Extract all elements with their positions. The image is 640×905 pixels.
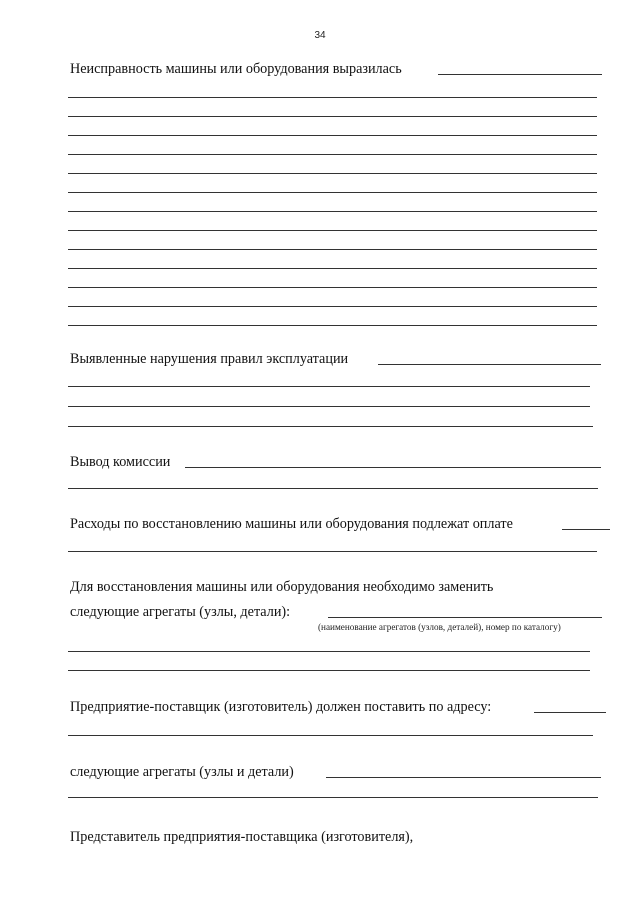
violations-line-1[interactable] — [68, 386, 590, 387]
supplier-representative-label: Представитель предприятия-поставщика (изготовителя), — [70, 829, 414, 845]
supplier-delivery-field[interactable] — [534, 712, 606, 713]
malfunction-line-13[interactable] — [68, 325, 597, 326]
delivery-parts-field[interactable] — [326, 777, 601, 778]
replacement-parts-field[interactable] — [328, 617, 602, 618]
replacement-intro-label: Для восстановления машины или оборудования необходимо заменить — [70, 579, 494, 595]
violations-field[interactable] — [378, 364, 601, 365]
replacement-parts-caption: (наименование агрегатов (узлов, деталей), номер по каталогу) — [318, 622, 561, 632]
delivery-parts-label: следующие агрегаты (узлы и детали) — [70, 764, 294, 780]
malfunction-line-3[interactable] — [68, 135, 597, 136]
delivery-parts-line-1[interactable] — [68, 797, 598, 798]
malfunction-label: Неисправность машины или оборудования выразилась — [70, 61, 402, 77]
malfunction-line-10[interactable] — [68, 268, 597, 269]
violations-label: Выявленные нарушения правил эксплуатации — [70, 351, 349, 367]
malfunction-line-11[interactable] — [68, 287, 597, 288]
malfunction-line-8[interactable] — [68, 230, 597, 231]
page-number: 34 — [314, 30, 326, 41]
restoration-costs-label: Расходы по восстановлению машины или оборудования подлежат оплате — [70, 516, 513, 532]
malfunction-line-5[interactable] — [68, 173, 597, 174]
supplier-delivery-line-1[interactable] — [68, 735, 593, 736]
commission-conclusion-line-1[interactable] — [68, 488, 598, 489]
malfunction-line-12[interactable] — [68, 306, 597, 307]
malfunction-field[interactable] — [438, 74, 602, 75]
commission-conclusion-label: Вывод комиссии — [70, 454, 171, 470]
replacement-parts-label: следующие агрегаты (узлы, детали): — [70, 604, 291, 620]
malfunction-line-7[interactable] — [68, 211, 597, 212]
malfunction-line-6[interactable] — [68, 192, 597, 193]
malfunction-line-1[interactable] — [68, 97, 597, 98]
violations-line-2[interactable] — [68, 406, 590, 407]
replacement-parts-line-1[interactable] — [68, 651, 590, 652]
restoration-costs-field[interactable] — [562, 529, 610, 530]
malfunction-line-4[interactable] — [68, 154, 597, 155]
violations-line-3[interactable] — [68, 426, 593, 427]
replacement-parts-line-2[interactable] — [68, 670, 590, 671]
supplier-delivery-label: Предприятие-поставщик (изготовитель) должен поставить по адресу: — [70, 699, 492, 715]
restoration-costs-line-1[interactable] — [68, 551, 597, 552]
malfunction-line-9[interactable] — [68, 249, 597, 250]
commission-conclusion-field[interactable] — [185, 467, 601, 468]
malfunction-line-2[interactable] — [68, 116, 597, 117]
